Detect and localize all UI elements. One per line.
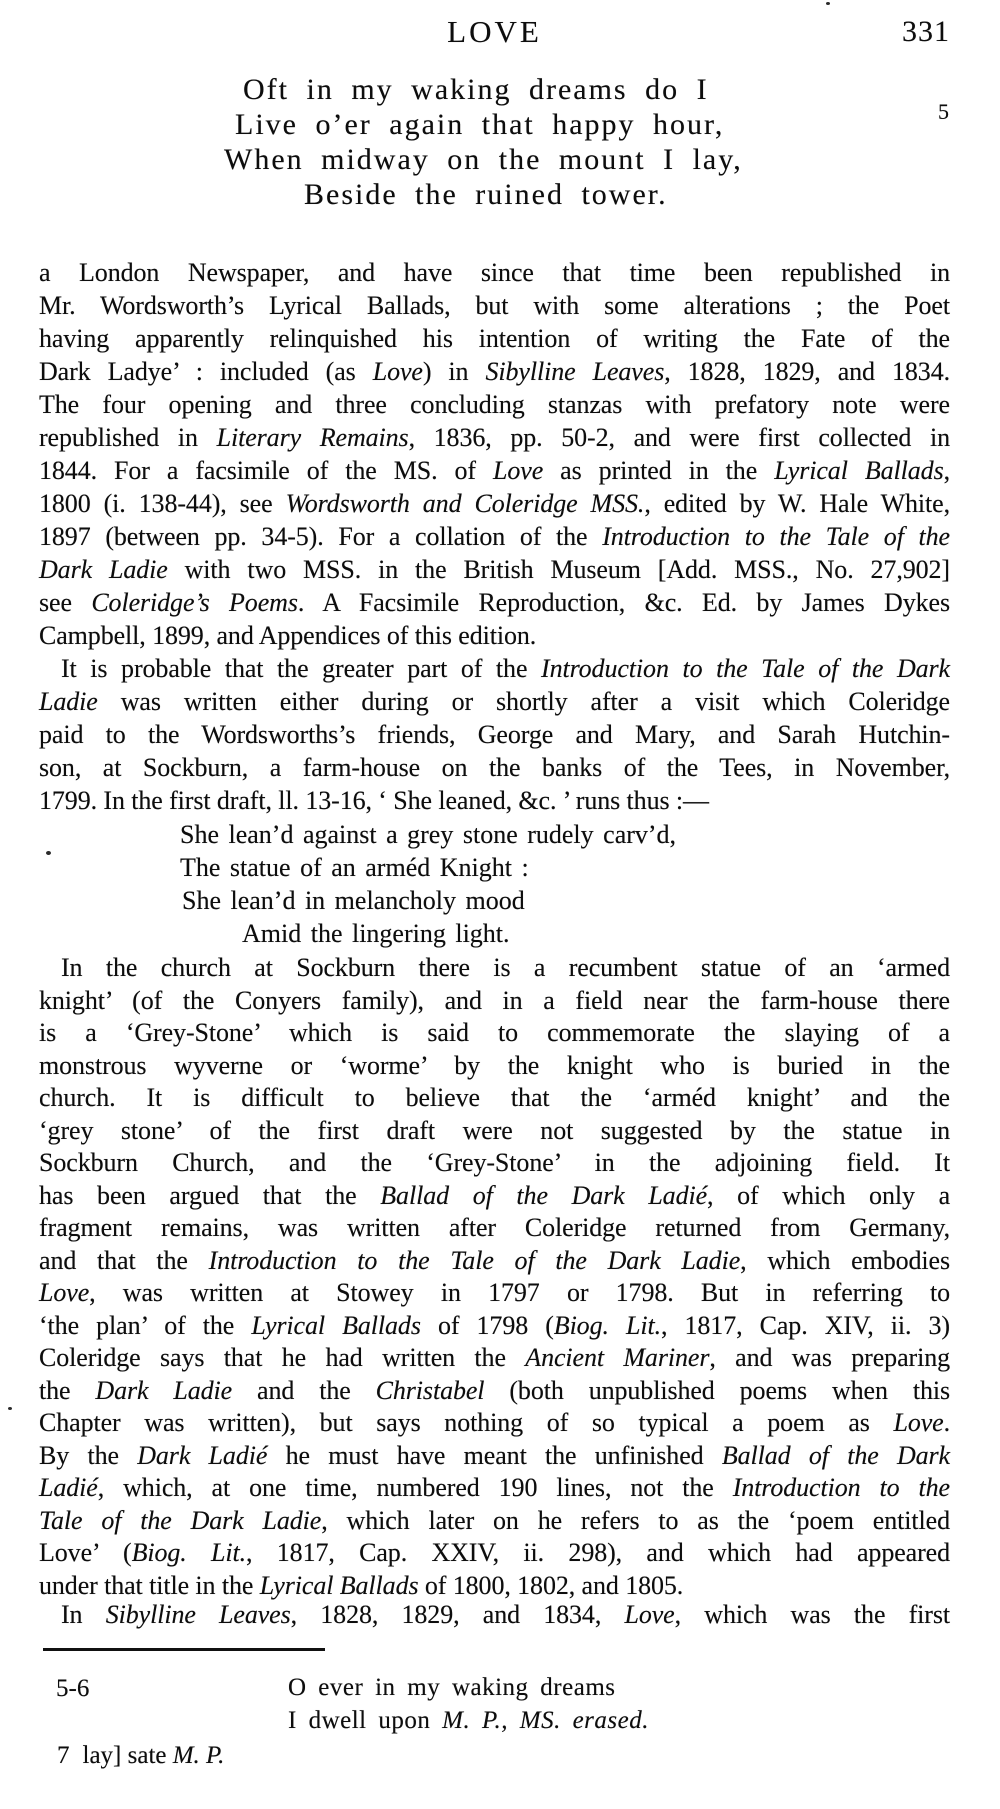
italic-title: Sibylline Leaves bbox=[105, 1600, 291, 1629]
verse-line: Beside the ruined tower. bbox=[304, 178, 668, 211]
prose-paragraph bbox=[39, 652, 950, 817]
verse-line: The statue of an arméd Knight : bbox=[180, 853, 529, 882]
italic-title: Love bbox=[493, 456, 544, 485]
text-line: 1844. For a facsimile of the MS. of Love as printed in the Lyrical Ballads, bbox=[39, 456, 950, 485]
italic-title: Ballad of the Dark Ladié bbox=[380, 1180, 708, 1210]
text-line: The four opening and three concluding stanzas with prefatory note were bbox=[39, 390, 950, 419]
verse-line: She lean’d against a grey stone rudely carv’d, bbox=[180, 820, 677, 849]
text-line: Chapter was written), but says nothing of so typical a poem as Love. bbox=[39, 1408, 950, 1437]
italic-title: Literary Remains bbox=[216, 423, 409, 452]
footnote-ref: 5-6 bbox=[56, 1675, 90, 1702]
opening-verse bbox=[39, 72, 950, 212]
text-line: monstrous wyverne or ‘worme’ by the knight who is buried in the bbox=[39, 1050, 950, 1080]
italic-title: Ancient Mariner bbox=[525, 1343, 710, 1372]
text-line: Sockburn Church, and the ‘Grey-Stone’ in the adjoining field. It bbox=[39, 1148, 950, 1177]
italic-title: Christabel bbox=[375, 1375, 485, 1405]
text-line: Dark Ladye’ : included (as Love) in Sibylline Leaves, 1828, 1829, and 1834. bbox=[39, 357, 950, 386]
text-line: is a ‘Grey-Stone’ which is said to commemorate the slaying of a bbox=[39, 1018, 950, 1047]
text-line: Love’ (Biog. Lit., 1817, Cap. XXIV, ii. 298), and which had appeared bbox=[39, 1538, 951, 1567]
footnote-line: I dwell upon M. P., MS. erased. bbox=[288, 1707, 649, 1734]
italic-title: Introduction to the Tale of the bbox=[602, 522, 950, 551]
running-title: LOVE bbox=[447, 14, 542, 49]
italic-title: Lyrical Ballads bbox=[259, 1570, 419, 1600]
text-line: Tale of the Dark Ladie, which later on he refers to as the ‘poem entitled bbox=[39, 1505, 950, 1535]
prose-paragraph bbox=[39, 256, 950, 652]
scan-speck bbox=[8, 1407, 12, 1410]
text-line: 1897 (between pp. 34-5). For a collation of the Introduction to the Tale of the bbox=[39, 522, 950, 551]
scan-speck bbox=[46, 851, 51, 855]
text-line: ‘the plan’ of the Lyrical Ballads of 1798 (Biog. Lit., 1817, Cap. XIV, ii. 3) bbox=[39, 1310, 950, 1340]
footnote-verse bbox=[288, 1671, 950, 1737]
text-line: It is probable that the greater part of the Introduction to the Tale of the Dark bbox=[61, 654, 950, 683]
text-line: and that the Introduction to the Tale of the Dark Ladie, which embodies bbox=[39, 1245, 950, 1275]
text-line: under that title in the Lyrical Ballads of 1800, 1802, and 1805. bbox=[39, 1570, 684, 1600]
text-line: fragment remains, was written after Coleridge returned from Germany, bbox=[39, 1213, 950, 1242]
text-line: ‘grey stone’ of the first draft were not suggested by the statue in bbox=[39, 1115, 950, 1145]
verse-line: When midway on the mount I lay, bbox=[224, 143, 743, 176]
italic-title: Lyrical Ballads bbox=[774, 456, 944, 485]
text-line: 1800 (i. 138-44), see Wordsworth and Coleridge MSS., edited by W. Hale White, bbox=[39, 489, 951, 518]
text-line: Ladie was written either during or shortly after a visit which Coleridge bbox=[39, 687, 950, 716]
quoted-verse bbox=[39, 818, 950, 950]
italic-title: Lyrical Ballads bbox=[251, 1310, 421, 1340]
text-line: see Coleridge’s Poems. A Facsimile Reproduction, &c. Ed. by James Dykes bbox=[39, 588, 950, 617]
italic-title: M. P., MS. erased. bbox=[442, 1707, 649, 1734]
footnote-text: lay] sate M. P. bbox=[82, 1742, 225, 1769]
italic-title: Love bbox=[39, 1278, 90, 1307]
text-line: Mr. Wordsworth’s Lyrical Ballads, but with some alterations ; the Poet bbox=[39, 291, 950, 320]
text-line: knight’ (of the Conyers family), and in a field near the farm-house there bbox=[39, 985, 950, 1015]
italic-title: Love bbox=[372, 357, 423, 386]
text-line: the Dark Ladie and the Christabel (both unpublished poems when this bbox=[39, 1375, 950, 1405]
verse-line: Oft in my waking dreams do I bbox=[243, 73, 709, 106]
text-line: Ladié, which, at one time, numbered 190 lines, not the Introduction to the bbox=[39, 1473, 950, 1502]
italic-title: M. P. bbox=[172, 1742, 225, 1769]
page-number: 331 bbox=[902, 15, 950, 48]
text-line: In Sibylline Leaves, 1828, 1829, and 1834, Love, which was the first bbox=[61, 1600, 951, 1629]
text-line: a London Newspaper, and have since that time been republished in bbox=[39, 258, 950, 287]
text-line: son, at Sockburn, a farm-house on the banks of the Tees, in November, bbox=[39, 753, 950, 782]
text-line: having apparently relinquished his intention of writing the Fate of the bbox=[39, 324, 950, 353]
italic-title: Introduction to the Tale of the Dark Ladie bbox=[208, 1245, 741, 1275]
text-line: Love, was written at Stowey in 1797 or 1798. But in referring to bbox=[39, 1278, 950, 1307]
italic-title: Ladié bbox=[39, 1473, 98, 1502]
prose-paragraph bbox=[39, 1598, 950, 1631]
verse-line: Live o’er again that happy hour, bbox=[235, 108, 725, 141]
text-line: Dark Ladie with two MSS. in the British Museum [Add. MSS., No. 27,902] bbox=[39, 555, 950, 584]
text-line: republished in Literary Remains, 1836, pp. 50-2, and were first collected in bbox=[39, 423, 950, 452]
text-line: paid to the Wordsworths’s friends, George and Mary, and Sarah Hutchin- bbox=[39, 720, 950, 749]
text-line: Coleridge says that he had written the Ancient Mariner, and was preparing bbox=[39, 1343, 950, 1372]
italic-title: Wordsworth and Coleridge MSS. bbox=[285, 489, 645, 518]
italic-title: Ladie bbox=[39, 687, 98, 716]
italic-title: Ballad of the Dark bbox=[721, 1440, 950, 1470]
italic-title: Coleridge’s Poems bbox=[91, 588, 298, 617]
scan-speck bbox=[826, 2, 830, 5]
text-line: Campbell, 1899, and Appendices of this edition. bbox=[39, 621, 537, 650]
text-line: church. It is difficult to believe that the ‘arméd knight’ and the bbox=[39, 1083, 950, 1112]
verse-line-number: 5 bbox=[938, 99, 949, 124]
prose-paragraph bbox=[39, 952, 950, 1602]
italic-title: Biog. Lit. bbox=[553, 1310, 661, 1340]
footnote bbox=[39, 1671, 950, 1737]
italic-title: Dark Ladie bbox=[95, 1375, 233, 1405]
italic-title: Love bbox=[893, 1408, 944, 1437]
italic-title: Introduction to the bbox=[732, 1473, 950, 1502]
text-line: By the Dark Ladié he must have meant the unfinished Ballad of the Dark bbox=[39, 1440, 950, 1470]
page-header bbox=[39, 14, 950, 50]
italic-title: Sibylline Leaves bbox=[485, 357, 665, 386]
verse-line: Amid the lingering light. bbox=[242, 919, 510, 948]
italic-title: Dark Ladié bbox=[137, 1440, 268, 1470]
footnote-ref: 7 bbox=[57, 1742, 70, 1769]
text-line: In the church at Sockburn there is a recumbent statue of an ‘armed bbox=[61, 953, 950, 982]
text-line: has been argued that the Ballad of the Dark Ladié, of which only a bbox=[39, 1180, 951, 1210]
italic-title: Introduction to the Tale of the Dark bbox=[541, 654, 950, 683]
italic-title: Love bbox=[624, 1600, 675, 1629]
verse-line: She lean’d in melancholy mood bbox=[182, 886, 525, 915]
footnote-line: O ever in my waking dreams bbox=[288, 1674, 616, 1701]
italic-title: Tale of the Dark Ladie bbox=[39, 1505, 322, 1535]
footnote bbox=[57, 1739, 224, 1772]
footnote-rule bbox=[43, 1648, 325, 1651]
italic-title: Dark Ladie bbox=[39, 555, 168, 584]
italic-title: Biog. Lit. bbox=[131, 1538, 247, 1567]
text-line: 1799. In the first draft, ll. 13-16, ‘ She leaned, &c. ’ runs thus :— bbox=[39, 786, 709, 815]
